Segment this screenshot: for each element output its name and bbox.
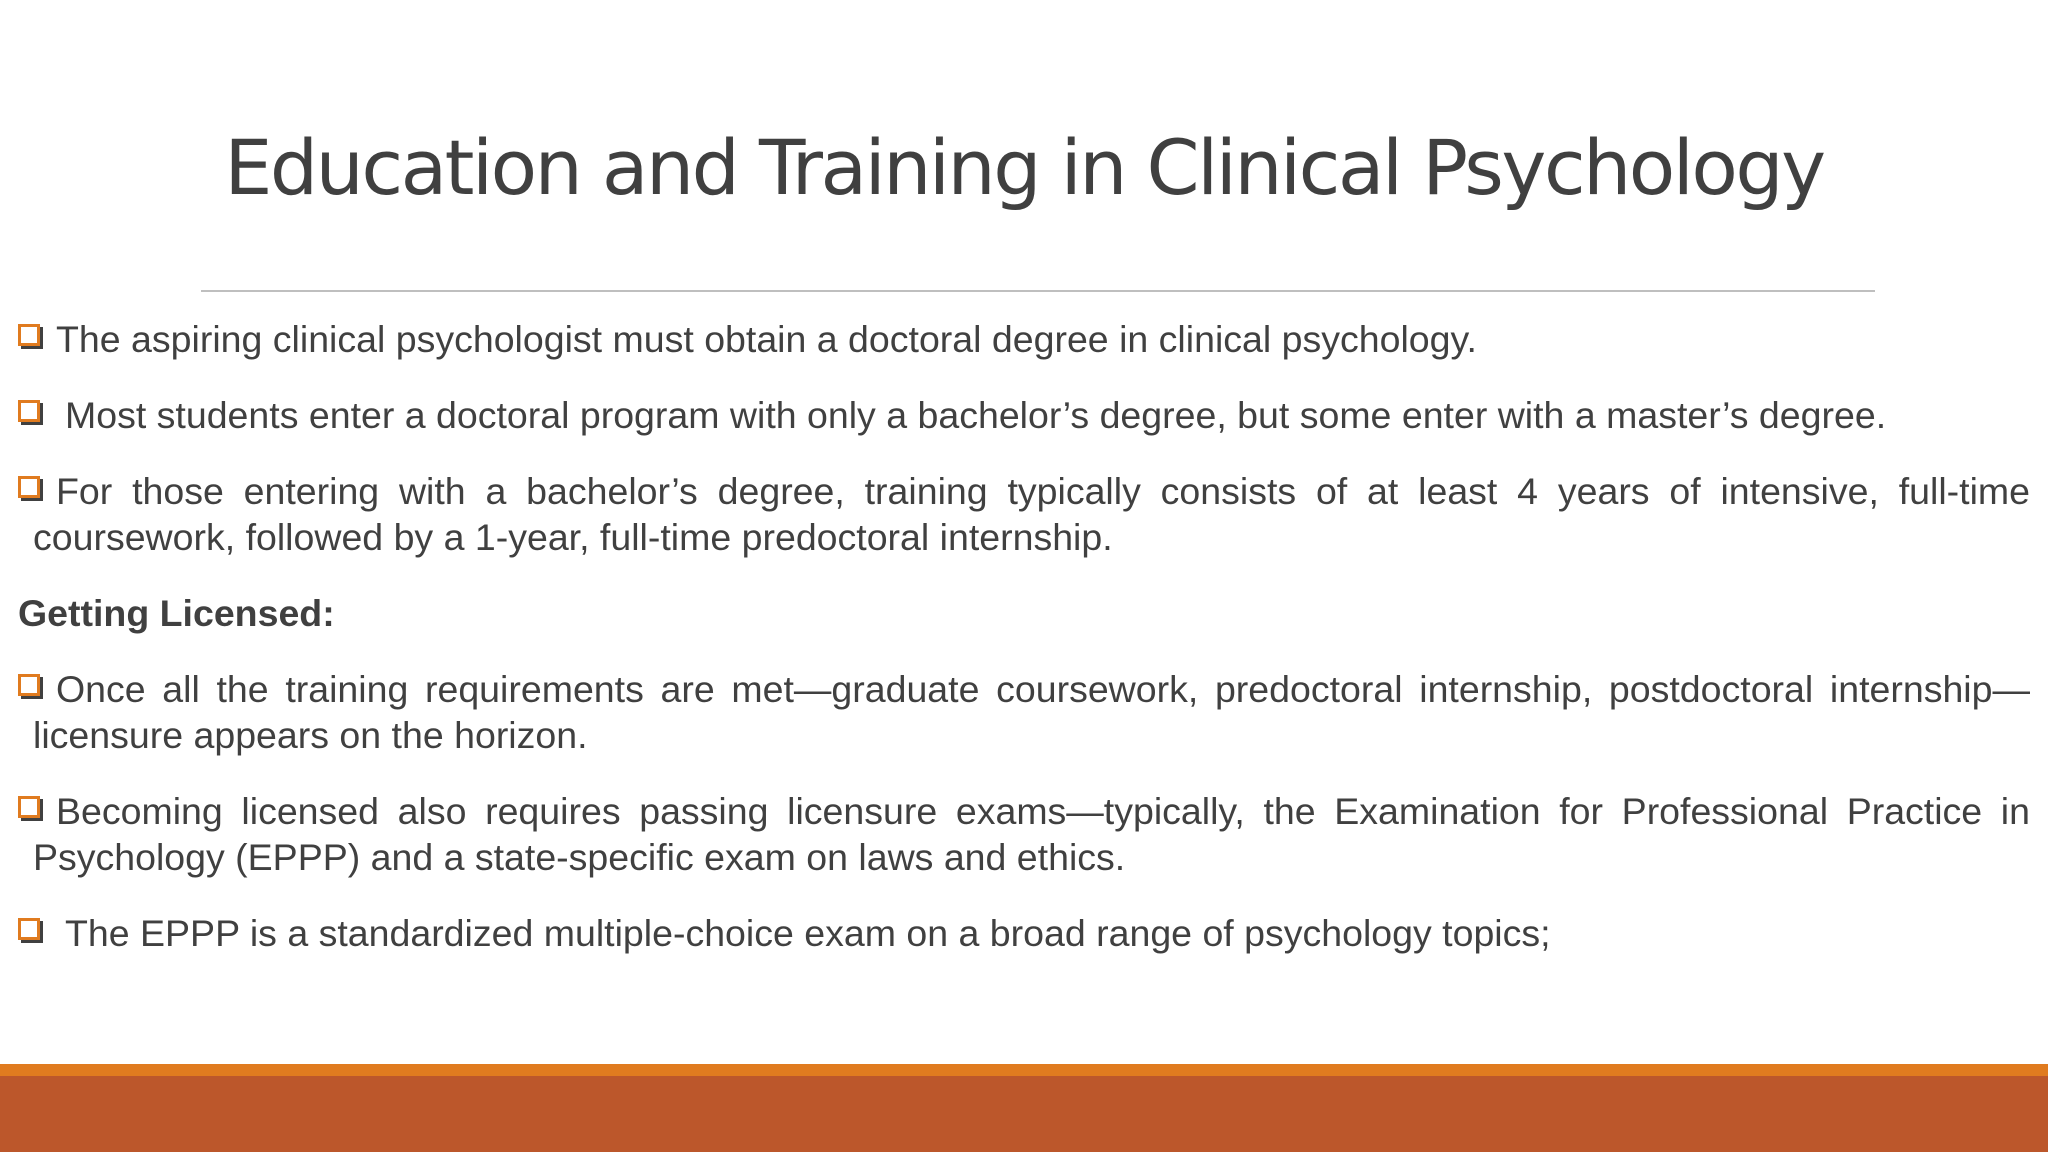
bullet-item	[18, 910, 2030, 956]
bullet-item	[18, 392, 2030, 438]
slide-title: Education and Training in Clinical Psychology	[224, 123, 1824, 212]
square-bullet-icon	[18, 918, 40, 940]
bullet-item	[18, 666, 2030, 758]
bullet-text: Most students enter a doctoral program with only a bachelor’s degree, but some enter with a master’s degree.	[65, 394, 1887, 436]
section-heading: Getting Licensed:	[18, 592, 335, 634]
footer-accent-bar	[0, 1064, 2048, 1076]
bullet-text: Becoming licensed also requires passing licensure exams—typically, the Examination for Professional Practice in Psychology (EPPP) and a state-specific exam on laws and ethics.	[33, 790, 2030, 878]
square-bullet-icon	[18, 476, 40, 498]
square-bullet-icon	[18, 796, 40, 818]
bullet-text: The EPPP is a standardized multiple-choice exam on a broad range of psychology topics;	[65, 912, 1551, 954]
bullet-text: Once all the training requirements are met—graduate coursework, predoctoral internship, postdoctoral internship—licensure appears on the horizon.	[33, 668, 2030, 756]
bullet-text: The aspiring clinical psychologist must obtain a doctoral degree in clinical psychology.	[56, 318, 1477, 360]
square-bullet-icon	[18, 674, 40, 696]
slide-body	[18, 316, 2030, 986]
square-bullet-icon	[18, 400, 40, 422]
bullet-item	[18, 788, 2030, 880]
footer-bar	[0, 1076, 2048, 1152]
bullet-item	[18, 316, 2030, 362]
title-divider	[201, 290, 1875, 292]
square-bullet-icon	[18, 324, 40, 346]
bullet-item	[18, 468, 2030, 560]
bullet-text: For those entering with a bachelor’s degree, training typically consists of at least 4 years of intensive, full-time coursework, followed by a 1-year, full-time predoctoral internship.	[33, 470, 2030, 558]
